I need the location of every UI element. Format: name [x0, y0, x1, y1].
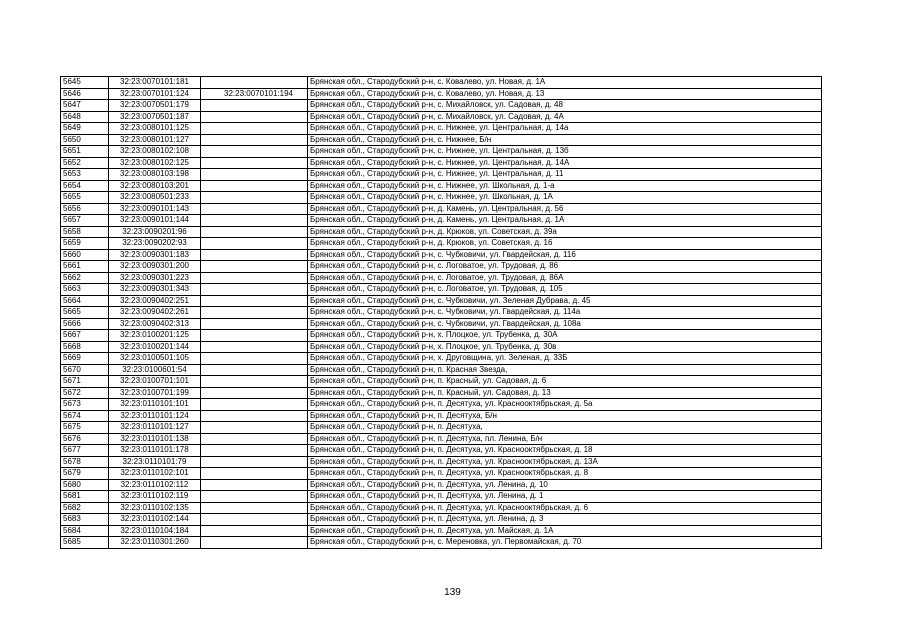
address-cell: Брянская обл., Стародубский р-н, с. Нижнее, Б/н: [308, 134, 822, 146]
address-cell: Брянская обл., Стародубский р-н, д. Камень, ул. Центральная, д. 56: [308, 203, 822, 215]
cadastral-number-cell: 32:23:0090301:223: [109, 272, 201, 284]
address-cell: Брянская обл., Стародубский р-н, х. Друговщина, ул. Зеленая, д. 33Б: [308, 353, 822, 365]
cadastral-number-cell: 32:23:0110101:79: [109, 456, 201, 468]
previous-cadastral-number-cell: [201, 226, 308, 238]
previous-cadastral-number-cell: [201, 215, 308, 227]
cadastral-number-cell: 32:23:0090402:313: [109, 318, 201, 330]
row-number-cell: 5656: [61, 203, 109, 215]
cadastral-number-cell: 32:23:0100201:144: [109, 341, 201, 353]
cadastral-number-cell: 32:23:0110301:260: [109, 537, 201, 549]
row-number-cell: 5649: [61, 123, 109, 135]
table-row: [61, 514, 822, 526]
address-cell: Брянская обл., Стародубский р-н, с. Нижнее, ул. Центральная, д. 11: [308, 169, 822, 181]
cadastral-number-cell: 32:23:0100201:125: [109, 330, 201, 342]
previous-cadastral-number-cell: [201, 192, 308, 204]
row-number-cell: 5672: [61, 387, 109, 399]
cadastral-number-cell: 32:23:0090201:96: [109, 226, 201, 238]
table-row: [61, 341, 822, 353]
cadastral-number-cell: 32:23:0070501:187: [109, 111, 201, 123]
row-number-cell: 5674: [61, 410, 109, 422]
previous-cadastral-number-cell: [201, 157, 308, 169]
cadastral-number-cell: 32:23:0100601:54: [109, 364, 201, 376]
property-table: [60, 76, 822, 549]
previous-cadastral-number-cell: [201, 238, 308, 250]
row-number-cell: 5675: [61, 422, 109, 434]
row-number-cell: 5683: [61, 514, 109, 526]
address-cell: Брянская обл., Стародубский р-н, п. Десятуха, ул. Краснооктябрьская, д. 18: [308, 445, 822, 457]
previous-cadastral-number-cell: [201, 307, 308, 319]
address-cell: Брянская обл., Стародубский р-н, с. Михайловск, ул. Садовая, д. 4А: [308, 111, 822, 123]
address-cell: Брянская обл., Стародубский р-н, п. Десятуха,: [308, 422, 822, 434]
cadastral-number-cell: 32:23:0100701:101: [109, 376, 201, 388]
address-cell: Брянская обл., Стародубский р-н, с. Ковалево, ул. Новая, д. 1А: [308, 77, 822, 89]
row-number-cell: 5680: [61, 479, 109, 491]
cadastral-number-cell: 32:23:0090202:93: [109, 238, 201, 250]
table-row: [61, 330, 822, 342]
cadastral-number-cell: 32:23:0090301:183: [109, 249, 201, 261]
address-cell: Брянская обл., Стародубский р-н, с. Чубковичи, ул. Зеленая Дубрава, д. 45: [308, 295, 822, 307]
row-number-cell: 5648: [61, 111, 109, 123]
row-number-cell: 5666: [61, 318, 109, 330]
row-number-cell: 5652: [61, 157, 109, 169]
cadastral-number-cell: 32:23:0110101:101: [109, 399, 201, 411]
table-row: [61, 387, 822, 399]
previous-cadastral-number-cell: [201, 295, 308, 307]
cadastral-number-cell: 32:23:0100701:199: [109, 387, 201, 399]
cadastral-number-cell: 32:23:0110102:144: [109, 514, 201, 526]
table-row: [61, 238, 822, 250]
previous-cadastral-number-cell: [201, 456, 308, 468]
address-cell: Брянская обл., Стародубский р-н, с. Нижнее, ул. Центральная, д. 14а: [308, 123, 822, 135]
table-row: [61, 422, 822, 434]
table-row: [61, 456, 822, 468]
row-number-cell: 5661: [61, 261, 109, 273]
address-cell: Брянская обл., Стародубский р-н, с. Чубковичи, ул. Гвардейская, д. 114а: [308, 307, 822, 319]
cadastral-number-cell: 32:23:0110102:119: [109, 491, 201, 503]
address-cell: Брянская обл., Стародубский р-н, п. Красный, ул. Садовая, д. 6: [308, 376, 822, 388]
table-row: [61, 272, 822, 284]
table-row: [61, 376, 822, 388]
address-cell: Брянская обл., Стародубский р-н, х. Плоцкое, ул. Трубенка, д. 30А: [308, 330, 822, 342]
address-cell: Брянская обл., Стародубский р-н, с. Логоватое, ул. Трудовая, д. 86: [308, 261, 822, 273]
table-row: [61, 261, 822, 273]
row-number-cell: 5659: [61, 238, 109, 250]
table-row: [61, 433, 822, 445]
address-cell: Брянская обл., Стародубский р-н, п. Красная Звезда,: [308, 364, 822, 376]
table-row: [61, 410, 822, 422]
row-number-cell: 5678: [61, 456, 109, 468]
previous-cadastral-number-cell: [201, 410, 308, 422]
address-cell: Брянская обл., Стародубский р-н, п. Десятуха, ул. Майская, д. 1А: [308, 525, 822, 537]
previous-cadastral-number-cell: [201, 376, 308, 388]
cadastral-number-cell: 32:23:0080501:233: [109, 192, 201, 204]
cadastral-number-cell: 32:23:0110101:124: [109, 410, 201, 422]
table-row: [61, 295, 822, 307]
row-number-cell: 5650: [61, 134, 109, 146]
address-cell: Брянская обл., Стародубский р-н, с. Нижнее, ул. Центральная, д. 13б: [308, 146, 822, 158]
previous-cadastral-number-cell: [201, 180, 308, 192]
address-cell: Брянская обл., Стародубский р-н, с. Чубковичи, ул. Гвардейская, д. 108а: [308, 318, 822, 330]
cadastral-number-cell: 32:23:0080102:108: [109, 146, 201, 158]
address-cell: Брянская обл., Стародубский р-н, п. Десятуха, Б/н: [308, 410, 822, 422]
previous-cadastral-number-cell: [201, 284, 308, 296]
table-row: [61, 537, 822, 549]
row-number-cell: 5651: [61, 146, 109, 158]
row-number-cell: 5676: [61, 433, 109, 445]
cadastral-number-cell: 32:23:0110101:138: [109, 433, 201, 445]
row-number-cell: 5677: [61, 445, 109, 457]
table-row: [61, 479, 822, 491]
row-number-cell: 5670: [61, 364, 109, 376]
row-number-cell: 5654: [61, 180, 109, 192]
previous-cadastral-number-cell: [201, 123, 308, 135]
cadastral-number-cell: 32:23:0080101:127: [109, 134, 201, 146]
previous-cadastral-number-cell: [201, 203, 308, 215]
table-body: [61, 77, 822, 549]
row-number-cell: 5668: [61, 341, 109, 353]
document-table-container: [60, 76, 821, 549]
address-cell: Брянская обл., Стародубский р-н, п. Десятуха, ул. Ленина, д. 1: [308, 491, 822, 503]
table-row: [61, 399, 822, 411]
address-cell: Брянская обл., Стародубский р-н, с. Нижнее, ул. Школьная, д. 1-а: [308, 180, 822, 192]
table-row: [61, 203, 822, 215]
previous-cadastral-number-cell: [201, 77, 308, 89]
row-number-cell: 5647: [61, 100, 109, 112]
table-row: [61, 157, 822, 169]
row-number-cell: 5664: [61, 295, 109, 307]
table-row: [61, 502, 822, 514]
cadastral-number-cell: 32:23:0090101:143: [109, 203, 201, 215]
previous-cadastral-number-cell: [201, 399, 308, 411]
cadastral-number-cell: 32:23:0080103:198: [109, 169, 201, 181]
table-row: [61, 192, 822, 204]
previous-cadastral-number-cell: [201, 272, 308, 284]
table-row: [61, 111, 822, 123]
address-cell: Брянская обл., Стародубский р-н, с. Нижнее, ул. Школьная, д. 1А: [308, 192, 822, 204]
address-cell: Брянская обл., Стародубский р-н, с. Мереновка, ул. Первомайская, д. 70: [308, 537, 822, 549]
address-cell: Брянская обл., Стародубский р-н, д. Крюков, ул. Советская, д. 16: [308, 238, 822, 250]
table-row: [61, 226, 822, 238]
previous-cadastral-number-cell: [201, 261, 308, 273]
table-row: [61, 215, 822, 227]
cadastral-number-cell: 32:23:0090402:251: [109, 295, 201, 307]
previous-cadastral-number-cell: [201, 111, 308, 123]
table-row: [61, 88, 822, 100]
address-cell: Брянская обл., Стародубский р-н, с. Ковалево, ул. Новая, д. 13: [308, 88, 822, 100]
address-cell: Брянская обл., Стародубский р-н, д. Крюков, ул. Советская, д. 39а: [308, 226, 822, 238]
table-row: [61, 77, 822, 89]
address-cell: Брянская обл., Стародубский р-н, п. Десятуха, ул. Краснооктябрьская, д. 8: [308, 468, 822, 480]
cadastral-number-cell: 32:23:0090101:144: [109, 215, 201, 227]
address-cell: Брянская обл., Стародубский р-н, п. Десятуха, ул. Ленина, д. 3: [308, 514, 822, 526]
table-row: [61, 169, 822, 181]
table-row: [61, 353, 822, 365]
previous-cadastral-number-cell: [201, 330, 308, 342]
previous-cadastral-number-cell: [201, 445, 308, 457]
previous-cadastral-number-cell: [201, 387, 308, 399]
row-number-cell: 5685: [61, 537, 109, 549]
cadastral-number-cell: 32:23:0080102:125: [109, 157, 201, 169]
table-row: [61, 146, 822, 158]
row-number-cell: 5655: [61, 192, 109, 204]
address-cell: Брянская обл., Стародубский р-н, п. Красный, ул. Садовая, д. 13: [308, 387, 822, 399]
row-number-cell: 5663: [61, 284, 109, 296]
table-row: [61, 307, 822, 319]
address-cell: Брянская обл., Стародубский р-н, п. Десятуха, ул. Краснооктябрьская, д. 6: [308, 502, 822, 514]
cadastral-number-cell: 32:23:0080101:125: [109, 123, 201, 135]
previous-cadastral-number-cell: [201, 169, 308, 181]
table-row: [61, 445, 822, 457]
row-number-cell: 5669: [61, 353, 109, 365]
previous-cadastral-number-cell: [201, 100, 308, 112]
address-cell: Брянская обл., Стародубский р-н, с. Нижнее, ул. Центральная, д. 14А: [308, 157, 822, 169]
address-cell: Брянская обл., Стародубский р-н, п. Десятуха, ул. Краснооктябрьская, д. 5а: [308, 399, 822, 411]
address-cell: Брянская обл., Стародубский р-н, п. Десятуха, пл. Ленина, Б/н: [308, 433, 822, 445]
previous-cadastral-number-cell: [201, 537, 308, 549]
row-number-cell: 5681: [61, 491, 109, 503]
row-number-cell: 5684: [61, 525, 109, 537]
address-cell: Брянская обл., Стародубский р-н, с. Михайловск, ул. Садовая, д. 48: [308, 100, 822, 112]
row-number-cell: 5645: [61, 77, 109, 89]
row-number-cell: 5679: [61, 468, 109, 480]
previous-cadastral-number-cell: [201, 491, 308, 503]
row-number-cell: 5660: [61, 249, 109, 261]
previous-cadastral-number-cell: [201, 353, 308, 365]
cadastral-number-cell: 32:23:0110104:184: [109, 525, 201, 537]
cadastral-number-cell: 32:23:0070501:179: [109, 100, 201, 112]
table-row: [61, 525, 822, 537]
address-cell: Брянская обл., Стародубский р-н, х. Плоцкое, ул. Трубенка, д. 30в: [308, 341, 822, 353]
table-row: [61, 318, 822, 330]
table-row: [61, 491, 822, 503]
row-number-cell: 5665: [61, 307, 109, 319]
table-row: [61, 100, 822, 112]
table-row: [61, 249, 822, 261]
row-number-cell: 5657: [61, 215, 109, 227]
row-number-cell: 5671: [61, 376, 109, 388]
previous-cadastral-number-cell: [201, 318, 308, 330]
table-row: [61, 284, 822, 296]
cadastral-number-cell: 32:23:0070101:181: [109, 77, 201, 89]
table-row: [61, 180, 822, 192]
table-row: [61, 468, 822, 480]
cadastral-number-cell: 32:23:0090301:343: [109, 284, 201, 296]
table-row: [61, 364, 822, 376]
previous-cadastral-number-cell: [201, 249, 308, 261]
row-number-cell: 5646: [61, 88, 109, 100]
cadastral-number-cell: 32:23:0110101:178: [109, 445, 201, 457]
previous-cadastral-number-cell: [201, 479, 308, 491]
previous-cadastral-number-cell: [201, 341, 308, 353]
cadastral-number-cell: 32:23:0110102:101: [109, 468, 201, 480]
row-number-cell: 5658: [61, 226, 109, 238]
previous-cadastral-number-cell: 32:23:0070101:194: [201, 88, 308, 100]
cadastral-number-cell: 32:23:0100501:105: [109, 353, 201, 365]
previous-cadastral-number-cell: [201, 134, 308, 146]
address-cell: Брянская обл., Стародубский р-н, с. Логоватое, ул. Трудовая, д. 105: [308, 284, 822, 296]
row-number-cell: 5667: [61, 330, 109, 342]
previous-cadastral-number-cell: [201, 364, 308, 376]
row-number-cell: 5653: [61, 169, 109, 181]
previous-cadastral-number-cell: [201, 525, 308, 537]
address-cell: Брянская обл., Стародубский р-н, п. Десятуха, ул. Краснооктябрьская, д. 13А: [308, 456, 822, 468]
previous-cadastral-number-cell: [201, 502, 308, 514]
table-row: [61, 123, 822, 135]
address-cell: Брянская обл., Стародубский р-н, с. Логоватое, ул. Трудовая, д. 86А: [308, 272, 822, 284]
row-number-cell: 5682: [61, 502, 109, 514]
address-cell: Брянская обл., Стародубский р-н, п. Десятуха, ул. Ленина, д. 10: [308, 479, 822, 491]
previous-cadastral-number-cell: [201, 422, 308, 434]
table-row: [61, 134, 822, 146]
cadastral-number-cell: 32:23:0110102:135: [109, 502, 201, 514]
address-cell: Брянская обл., Стародубский р-н, д. Камень, ул. Центральная, д. 1А: [308, 215, 822, 227]
cadastral-number-cell: 32:23:0110101:127: [109, 422, 201, 434]
page-number: 139: [444, 587, 461, 598]
previous-cadastral-number-cell: [201, 468, 308, 480]
cadastral-number-cell: 32:23:0090301:200: [109, 261, 201, 273]
row-number-cell: 5673: [61, 399, 109, 411]
previous-cadastral-number-cell: [201, 146, 308, 158]
address-cell: Брянская обл., Стародубский р-н, с. Чубковичи, ул. Гвардейская, д. 116: [308, 249, 822, 261]
cadastral-number-cell: 32:23:0080103:201: [109, 180, 201, 192]
cadastral-number-cell: 32:23:0070101:124: [109, 88, 201, 100]
previous-cadastral-number-cell: [201, 514, 308, 526]
cadastral-number-cell: 32:23:0090402:261: [109, 307, 201, 319]
cadastral-number-cell: 32:23:0110102:112: [109, 479, 201, 491]
previous-cadastral-number-cell: [201, 433, 308, 445]
row-number-cell: 5662: [61, 272, 109, 284]
